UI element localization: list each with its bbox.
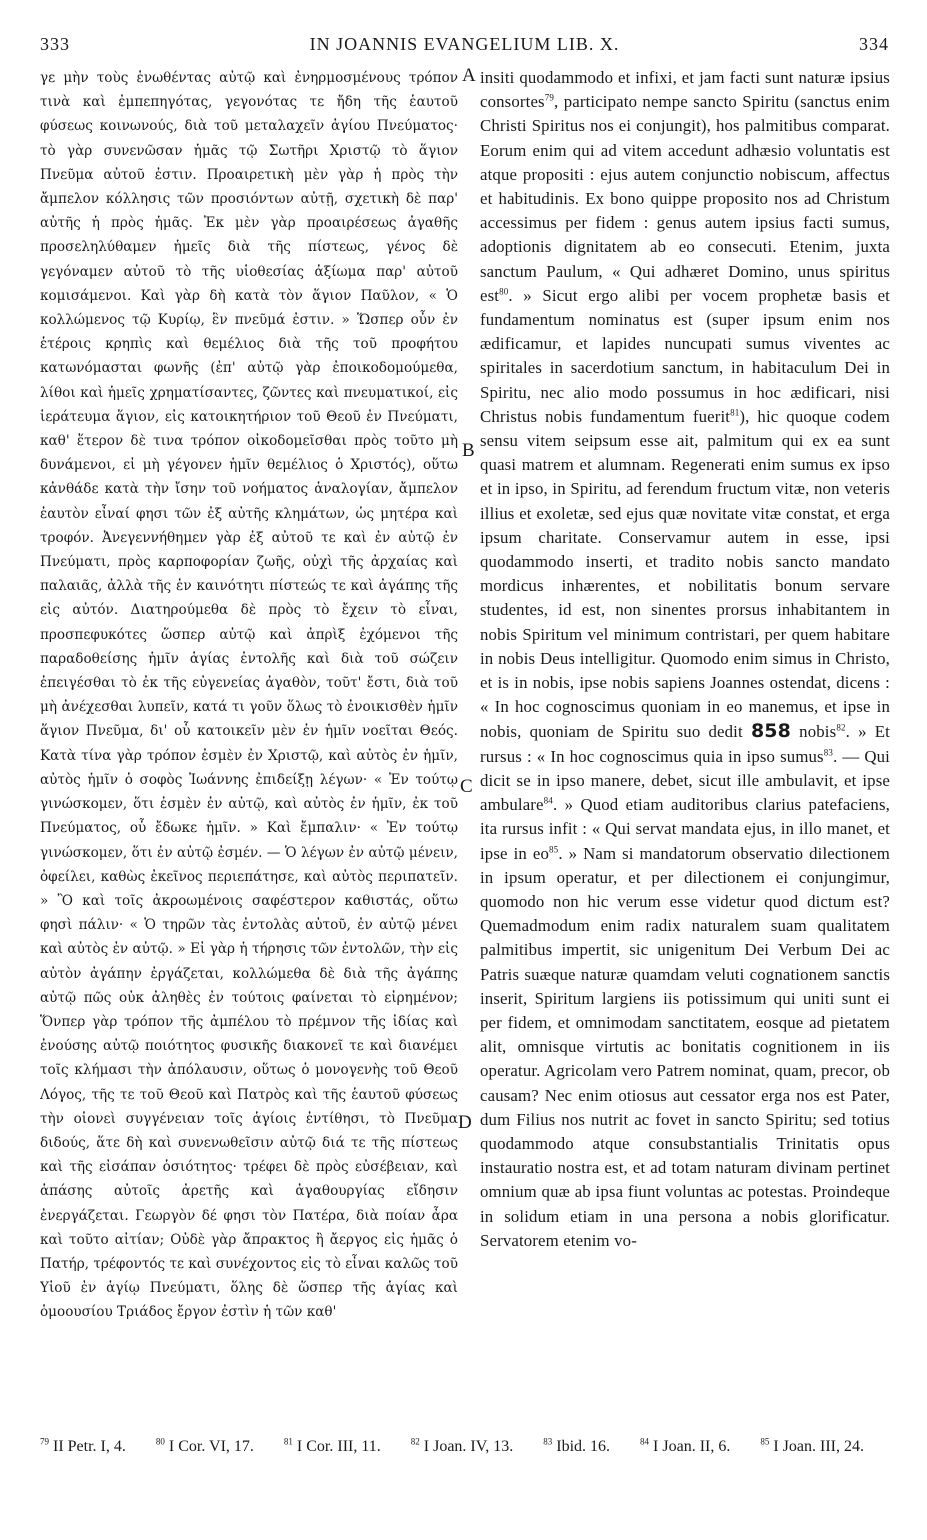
footnote-number: 79 [40, 1436, 49, 1447]
footnote-number: 82 [410, 1436, 420, 1447]
footnote-ref-85: 85 [549, 843, 559, 854]
footnote [411, 1438, 513, 1455]
footnote [640, 1438, 730, 1455]
footnote-ref-84: 84 [543, 795, 553, 806]
running-title: IN JOANNIS EVANGELIUM LIB. X. [309, 34, 620, 54]
footnote-ref-80: 80 [499, 286, 509, 297]
footnote [543, 1438, 610, 1455]
margin-mark-b: B [462, 440, 475, 461]
latin-text-part: insiti quodammodo et infixi, et jam facti sunt naturæ ipsius consortes [480, 68, 890, 112]
footnote [40, 1438, 126, 1455]
footnote-number: 85 [760, 1436, 770, 1447]
footnote-ref-81: 81 [730, 407, 740, 418]
column-number-marker: 858 [750, 720, 792, 743]
footnote-reference: I Cor. VI, 17. [168, 1438, 254, 1455]
footnote [156, 1438, 254, 1455]
footnotes [40, 1436, 891, 1458]
latin-text-part: . » Sicut ergo alibi per vocem prophetæ basis et fundamentum nominatus est (super ipsum enim nos ædificamur, et lapides nuncupati sumus viventes ac spiritales in sacerdotium sanctum, in habitaculum Dei in Spiritu, nec alio modo possumus in hoc ædificari, nisi Christus nobis fundamentum fuerit [480, 285, 890, 426]
footnote-reference: I Joan. IV, 13. [423, 1438, 514, 1455]
latin-text-part: . » Nam si mandatorum observatio dilectionem in ipsum operatur, et per dilectionem ei conjungimur, quomodo non hic verum esse videtur quod dictum est? Quemadmodum enim radix naturalem suam qualitatem palmitibus impertit, sic unigenitum Dei Verbum Dei ac Patris suæque naturæ quamdam veluti cognationem sanctis inserit, Spiritum largiens iis potissimum qui uniti sunt ei per fidem, et omnimodam sanctitatem, eosque ad pietatem alit, omnisque virtutis ac bonitatis cognitionem in iis operatur. Agricolam vero Patrem nominat, quam, precor, ob causam? Nec enim otiosus aut cessator erga nos est Pater, dum Filius nos nutrit ac fovet in sancto Spiritu; sed totius quodammodo atque consubstantialis Trinitatis opus instauratio nostra est, et ad totam naturam divinam pertinet omnium quæ ab ipsa fiunt voluntas ac potestas. Proindeque in solidum etiam in una persona a nobis glorificatur. Servatorem etenim vo- [480, 843, 890, 1250]
latin-text-part: , participato nempe sancto Spiritu (sanctus enim Christi Spiritus nos ei conjungit), hos palmitibus comparat. Eorum enim qui ad vitem accedunt adhæsio voluntatis est atque propositi : ejus autem conjunctio nobiscum, affectus et habitudinis. Ex bono quippe proposito nos ad Christum accessimus per fidem : genus autem ipsius facti sumus, adoptionis dignitatem ab eo consecuti. Etenim, juxta sanctum Paulum, « Qui adhæret Domino, unus spiritus est [480, 92, 890, 305]
footnote-reference: I Joan. III, 24. [773, 1438, 864, 1455]
footnote-ref-83: 83 [823, 747, 834, 758]
footnote-reference: II Petr. I, 4. [53, 1438, 126, 1455]
footnote-reference: Ibid. 16. [556, 1438, 611, 1455]
footnote-number: 80 [155, 1436, 165, 1447]
running-header [40, 34, 889, 60]
latin-text-part: . » Et rursus : « In hoc cognoscimus quia in ipso sumus [480, 722, 890, 766]
greek-text: γε μὴν τοὺς ἑνωθέντας αὐτῷ καὶ ἐνηρμοσμένους τρόπον τινὰ καὶ ἐμπεπηγότας, γεγονότας τε ἤδη τῆς ἑαυτοῦ φύσεως κοινωνούς, διὰ τοῦ μεταλαχεῖν ἁγίου Πνεύματος· τὸ γὰρ συνενῶσαν ἡμᾶς τῷ Σωτῆρι Χριστῷ τὸ ἅγιον Πνεῦμα αὐτοῦ ἐστιν. Προαιρετικὴ μὲν γὰρ ἡ πρὸς τὴν ἄμπελον κόλλησις τῶν προσιόντων αὐτῇ, σχετικὴ δὲ παρ' αὐτῆς ἡ πρὸς ἡμᾶς. Ἐκ μὲν γὰρ προαιρέσεως ἀγαθῆς προσεληλύθαμεν ἡμεῖς διὰ τῆς πίστεως, γένος δὲ γεγόναμεν αὐτοῦ τὸ τῆς υἱοθεσίας ἀξίωμα παρ' αὐτοῦ κομισάμενοι. Καὶ γὰρ δὴ κατὰ τὸν ἅγιον Παῦλον, « Ὁ κολλώμενος τῷ Κυρίῳ, ἓν πνεῦμά ἐστιν. » Ὥσπερ οὖν ἐν ἑτέροις κρηπὶς καὶ θεμέλιος διὰ τῆς τοῦ προφήτου κατωνόμασται φωνῆς (ἐπ' αὐτῷ γὰρ ἐποικοδομούμεθα, λίθοι καὶ ἡμεῖς χρηματίσαντες, ζῶντες καὶ πνευματικοί, εἰς ἱεράτευμα ἅγιον, εἰς κατοικητήριον τοῦ Θεοῦ ἐν Πνεύματι, καθ' ἕτερον δὲ τινα τρόπον οἰκοδομεῖσθαι πρὸς τοῦτο μὴ δυνάμενοι, εἰ μὴ γέγονεν ἡμῖν θεμέλιος ὁ Χριστός), οὕτω κἀνθάδε κατὰ τὴν ἴσην τοῦ νοήματος ἀναλογίαν, ἄμπελον ἑαυτὸν εἶναί φησι τῶν ἐξ αὐτῆς κλημάτων, ὡς μητέρα καὶ τροφόν. Ἀνεγεννήθημεν γὰρ ἐξ αὐτοῦ τε καὶ ἐν αὐτῷ ἐν Πνεύματι, πρὸς καρποφορίαν ζωῆς, οὐχὶ τῆς ἀρχαίας καὶ παλαιᾶς, ἀλλὰ τῆς ἐν καινότητι πίστεώς τε καὶ ἀγάπης τῆς εἰς αὐτόν. Διατηρούμεθα δὲ πρὸς τὸ ἔχειν τὸ εἶναι, προσπεφυκότες ὥσπερ αὐτῷ καὶ ἀπρὶξ ἐχόμενοι τῆς παραδοθείσης ἡμῖν ἁγίας ἐντολῆς καὶ διὰ τοῦ σώζειν ἐπειγέσθαι τὸ ἐκ τῆς εὐγενείας ἀγαθὸν, τοῦτ' ἔστι, διὰ τοῦ μὴ ἀνέχεσθαι λυπεῖν, κατά τι γοῦν ὅλως τὸ ἐνοικισθὲν ἡμῖν ἅγιον Πνεῦμα, δι' οὗ κατοικεῖν μὲν ἐν ἡμῖν νοεῖται Θεός. Κατὰ τίνα γὰρ τρόπον ἐσμὲν ἐν Χριστῷ, καὶ αὐτὸς ἐν ἡμῖν, αὐτὸς ἡμῖν ὁ σοφὸς Ἰωάννης ἐπιδείξῃ λέγων· « Ἐν τούτῳ γινώσκομεν, ὅτι ἐσμὲν ἐν αὐτῷ, καὶ αὐτὸς ἐν ἡμῖν, ἐκ τοῦ Πνεύματος, οὗ ἔδωκε ἡμῖν. » Καὶ ἔμπαλιν· « Ἐν τούτῳ γινώσκομεν, ὅτι ἐν αὐτῷ ἐσμέν. — Ὁ λέγων ἐν αὐτῷ μένειν, ὀφείλει, καθὼς ἐκεῖνος περιεπάτησε, καὶ αὐτὸς περιπατεῖν. » Ὃ καὶ τοῖς ἀκροωμένοις σαφέστερον καθιστάς, οὕτω φησὶ πάλιν· « Ὁ τηρῶν τὰς ἐντολὰς αὐτοῦ, ἐν αὐτῷ μένει καὶ αὐτὸς ἐν αὐτῷ. » Εἰ γὰρ ἡ τήρησις τῶν ἐντολῶν, τὴν εἰς αὐτὸν ἀγάπην ἐργάζεται, κολλώμεθα δὲ διὰ τῆς ἀγάπης αὐτῷ πῶς οὐκ ἀληθὲς ἐν τούτοις φαίνεται τὸ εἰρημένον; Ὅνπερ γὰρ τρόπον τῆς ἀμπέλου τὸ πρέμνον τῆς ἰδίας καὶ ἐνούσης αὐτῷ ποιότητος φυσικῆς διακονεῖ τε καὶ διανέμει τοῖς κλήμασι τὴν ἀπόλαυσιν, οὕτως ὁ μονογενὴς τοῦ Θεοῦ Λόγος, τῆς τε τοῦ Θεοῦ καὶ Πατρὸς καὶ τῆς ἑαυτοῦ φύσεως τὴν οἱονεὶ συγγένειαν τοῖς ἁγίοις ἐντίθησι, τὸ Πνεῦμα διδούς, ἅτε δὴ καὶ συνενωθεῖσιν αὐτῷ διά τε τῆς πίστεως καὶ τῆς εἰσάπαν ὁσιότητος· τρέφει δὲ πρὸς εὐσέβειαν, καὶ ἁπάσης αὐτοῖς ἀρετῆς καὶ ἀγαθουργίας εἴδησιν ἐνεργάζεται. Γεωργὸν δέ φησι τὸν Πατέρα, διὰ ποίαν ἆρα καὶ τοῦτο αἰτίαν; Οὐδὲ γὰρ ἄπρακτος ἢ ἄεργος εἰς ἡμᾶς ὁ Πατήρ, τρέφοντός τε καὶ συνέχοντος εἰς τὸ εἶναι καλῶς τοῦ Υἱοῦ ἐν ἁγίῳ Πνεύματι, ὅλης δὲ ὥσπερ τῆς ἁγίας καὶ ὁμοουσίου Τριάδος ἔργον ἐστὶν ἡ τῶν καθ' [40, 70, 458, 1321]
footnote-ref-79: 79 [544, 92, 555, 103]
footnote-number: 83 [543, 1436, 553, 1447]
footnote-number: 84 [640, 1436, 650, 1447]
footnote [284, 1438, 381, 1455]
page-number-right: 334 [859, 34, 889, 54]
margin-mark-d: D [458, 1112, 472, 1133]
margin-mark-c: C [460, 776, 473, 797]
greek-column [40, 66, 458, 1434]
footnote-number: 81 [283, 1436, 293, 1447]
latin-text-part: . » Quod etiam auditoribus clarius patefaciens, ita rursus infit : « Qui servat mandata ejus, in illo manet, et ipse in eo [480, 795, 890, 863]
footnote [760, 1438, 864, 1455]
page-number-left: 333 [40, 34, 70, 54]
latin-text-part: . — Qui dicit se in ipso manere, debet, sicut ille ambulavit, et ipse ambulare [480, 746, 890, 815]
latin-column [480, 66, 890, 1434]
latin-text-part: ), hic quoque codem sensu vitem seipsum esse ait, palmitum qui ex ea sunt quasi matrem et alumnam. Regenerati enim sumus ex ipso et in ipso, in Spiritu, ad ferendum fructum vitæ, non veteris illius et exoletæ, sed ejus quæ novitate vitæ constat, et erga ipsum charitate. Conservamur autem in esse, ipsi quodammodo inserti, et tradito nobis sancto mandato mordicus inhærentes, et nobilitatis bonum servare studentes, id est, non sinentes prorsus inhabitantem in nobis Spiritum vel minimum contristari, per quem habitare in nobis Deus intelligitur. Quomodo enim simus in Christo, et is in nobis, ipse nobis sapiens Joannes ostendat, dicens : « In hoc cognoscimus quoniam in eo manemus, et ipse in nobis, quoniam de Spiritu suo dedit [480, 406, 890, 742]
latin-text [480, 66, 890, 1253]
margin-mark-a: A [462, 65, 476, 86]
latin-text-part: nobis [791, 722, 837, 742]
footnote-reference: I Joan. II, 6. [653, 1438, 731, 1455]
footnote-ref-82: 82 [836, 722, 846, 733]
footnote-reference: I Cor. III, 11. [296, 1438, 381, 1455]
